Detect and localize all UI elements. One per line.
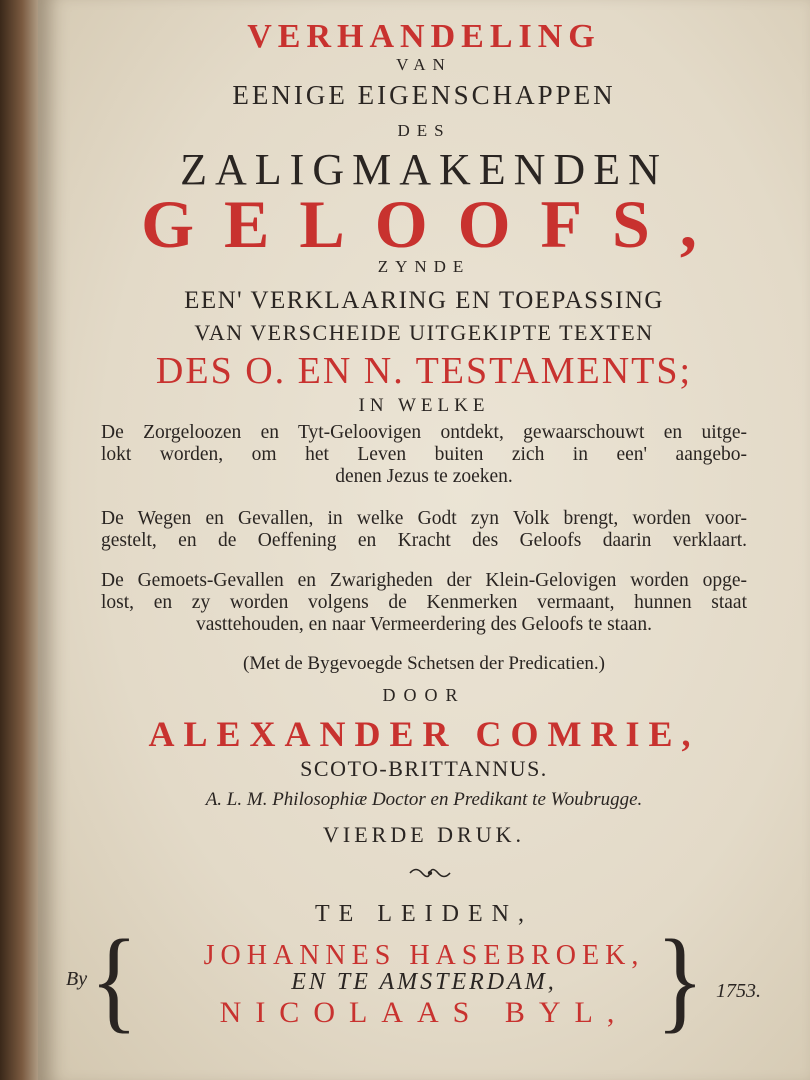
title-line-2: VAN (396, 55, 452, 74)
title-line-10: DES O. EN N. TESTAMENTS; (155, 350, 693, 392)
title-line-3: EENIGE EIGENSCHAPPEN (232, 80, 616, 110)
ornament-icon (408, 865, 452, 881)
title-line-1: VERHANDELING (247, 18, 601, 55)
paragraph-3-line-3: vasttehouden, en naar Vermeerdering des Geloofs te staan. (195, 614, 653, 635)
title-line-11: IN WELKE (358, 395, 490, 416)
title-line-9: VAN VERSCHEIDE UITGEKIPTE TEXTEN (194, 320, 654, 345)
paragraph-1-line-2: lokt worden, om het Leven buiten zich in een' aangebo- (101, 444, 747, 465)
publisher-2: NICOLAAS BYL, (219, 996, 629, 1029)
title-line-8: EEN' VERKLAARING EN TOEPASSING (184, 287, 664, 314)
paragraph-2 (101, 508, 747, 552)
left-brace-icon: { (90, 915, 138, 1044)
year: 1753. (716, 980, 761, 1002)
paragraph-1-line-1: De Zorgeloozen en Tyt-Geloovigen ontdekt, gewaarschouwt en uitge- (101, 422, 747, 443)
place: TE LEIDEN, (315, 901, 533, 927)
author-origin: SCOTO-BRITTANNUS. (300, 756, 548, 781)
door-label: DOOR (382, 685, 466, 705)
publisher-link: EN TE AMSTERDAM, (291, 969, 557, 995)
paragraph-3-line-2: lost, en zy worden volgens de Kenmerken vermaant, hunnen staat (101, 592, 747, 613)
title-line-7: ZYNDE (377, 257, 471, 276)
paragraph-3-line-1: De Gemoets-Gevallen en Zwarigheden der Klein-Gelovigen worden opge- (101, 570, 747, 591)
title-line-5: ZALIGMAKENDEN (180, 145, 668, 194)
predicatien-note: (Met de Bygevoegde Schetsen der Predicatien.) (243, 653, 605, 674)
paragraph-2-line-2: gestelt, en de Oeffening en Kracht des Geloofs daarin verklaart. (101, 530, 747, 551)
author-degree: A. L. M. Philosophiæ Doctor en Predikant te Woubrugge. (205, 789, 643, 810)
paragraph-1 (101, 422, 747, 488)
publisher-1: JOHANNES HASEBROEK, (203, 940, 645, 971)
author-name: ALEXANDER COMRIE, (148, 714, 700, 754)
title-page (38, 0, 810, 1080)
right-brace-icon: } (656, 915, 704, 1044)
edition: VIERDE DRUK. (323, 822, 525, 847)
title-line-4: DES (397, 121, 451, 140)
paragraph-2-line-1: De Wegen en Gevallen, in welke Godt zyn Volk brengt, worden voor- (101, 508, 747, 529)
paragraph-3 (101, 570, 747, 636)
paragraph-1-line-3: denen Jezus te zoeken. (335, 466, 513, 487)
by-label: By (66, 968, 88, 990)
title-line-6: GELOOFS, (141, 186, 727, 262)
